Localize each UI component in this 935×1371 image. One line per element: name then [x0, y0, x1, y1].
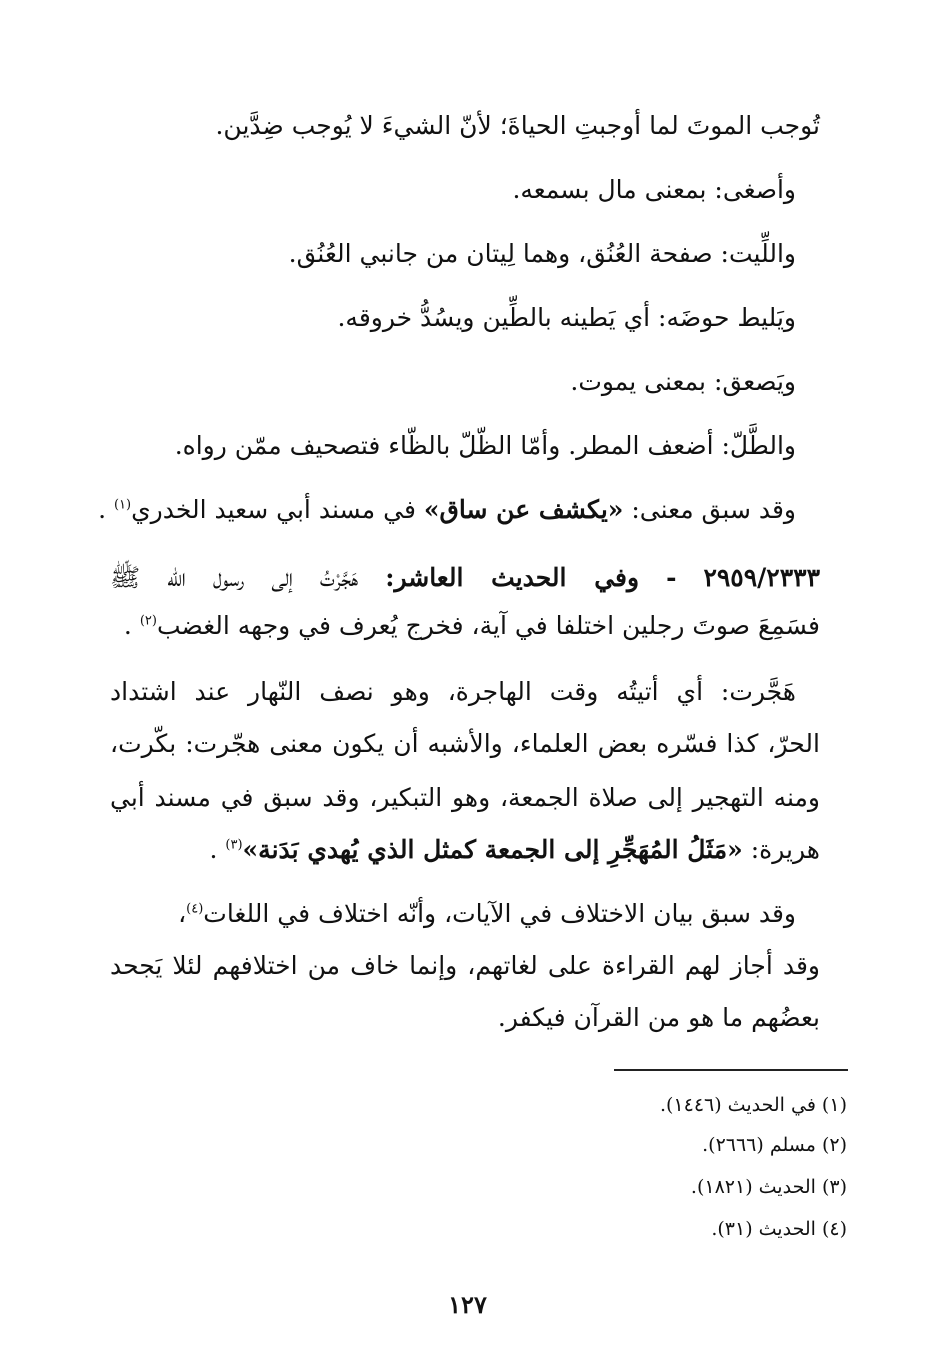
- text-line: الحرّ، كذا فسّره بعض العلماء، والأشبه أن يكون معنى هجّرت: بكّرت،: [110, 729, 820, 758]
- main-text: [98, 0, 821, 1060]
- page-number: ١٢٧: [448, 1290, 487, 1319]
- text-line: وقد أجاز لهم القراءة على لغاتهم، وإنما خاف من اختلافهم لئلا يَجحد: [110, 951, 820, 980]
- text-line: هريرة: «مَثَلُ المُهَجِّرِ إلى الجمعة كمثل الذي يُهدي بَدَنة»$^{(٣)}$ .: [209, 835, 820, 864]
- hadith-text: فسَمِعَ صوتَ رجلين اختلفا في آية، فخرج يُعرف في وجهه الغضب: [156, 611, 820, 640]
- text-line: ومنه التهجير إلى صلاة الجمعة، وهو التبكير، وقد سبق في مسند أبي: [110, 783, 820, 812]
- hadith-heading-line: [110, 558, 820, 598]
- quoted-phrase: «يكشف عن ساق»: [423, 495, 624, 524]
- text-line: وقد سبق بيان الاختلاف في الآيات، وأنّه اختلاف في اللغات$^{(٤)}$،: [178, 899, 796, 928]
- footnote: (٣) الحديث (١٨٢١).: [690, 1176, 847, 1198]
- hadith-dash: -: [666, 563, 677, 592]
- text-span: في مسند أبي سعيد الخدري: [131, 495, 416, 524]
- text-span: وقد سبق معنى:: [631, 495, 796, 524]
- footnote: (١) في الحديث (١٤٤٦).: [659, 1094, 847, 1116]
- text-line: والطَّلّ: أضعف المطر. وأمّا الظّلّ بالظّاء فتصحيف ممّن رواه.: [174, 431, 796, 460]
- text-span: وقد سبق بيان الاختلاف في الآيات، وأنّه اختلاف في اللغات: [203, 899, 796, 928]
- text-line: وأصغى: بمعنى مال بسمعه.: [512, 175, 796, 204]
- footnote-ref: (٣): [225, 837, 243, 853]
- hadith-number: ٢٩٥٩/٢٣٣٣: [703, 563, 821, 592]
- text-line: تُوجب الموتَ لما أوجبتِ الحياةَ؛ لأنّ الشيءَ لا يُوجب ضِدَّين.: [215, 111, 820, 140]
- quoted-phrase: «مَثَلُ المُهَجِّرِ إلى الجمعة كمثل الذي يُهدي بَدَنة»: [242, 835, 743, 864]
- text-line: فسَمِعَ صوتَ رجلين اختلفا في آية، فخرج يُعرف في وجهه الغضب$^{(٢)}$ .: [123, 611, 820, 640]
- footnote: (٢) مسلم (٢٦٦٦).: [702, 1134, 847, 1156]
- footnote: (٤) الحديث (٣١).: [711, 1218, 847, 1240]
- text-line: ويَليط حوضَه: أي يَطينه بالطِّين ويسُدُّ خروقه.: [337, 303, 796, 332]
- footnote-ref: (٤): [186, 901, 204, 917]
- text-line: واللِّيت: صفحة العُنُق، وهما لِيتان من جانبي العُنُق.: [288, 239, 796, 268]
- text-line: ويَصعق: بمعنى يموت.: [570, 367, 796, 396]
- footnote-ref: (١): [113, 497, 132, 513]
- hadith-heading: وفي الحديث العاشر:: [385, 563, 640, 592]
- text-line: هَجَّرت: أي أتيتُه وقت الهاجرة، وهو نصف النّهار عند اشتداد: [110, 677, 796, 706]
- text-line: بعضُهم ما هو من القرآن فيكفر.: [497, 1003, 820, 1032]
- text-span: هريرة:: [750, 835, 820, 864]
- footnote-ref: (٢): [139, 613, 157, 629]
- footnote-divider: [614, 1069, 848, 1071]
- text-line: وقد سبق معنى: «يكشف عن ساق» في مسند أبي سعيد الخدري$^{(١)}$ .: [98, 495, 796, 524]
- hadith-text: هَجَّرْتُ إلى رسول الله ﷺ: [110, 563, 359, 592]
